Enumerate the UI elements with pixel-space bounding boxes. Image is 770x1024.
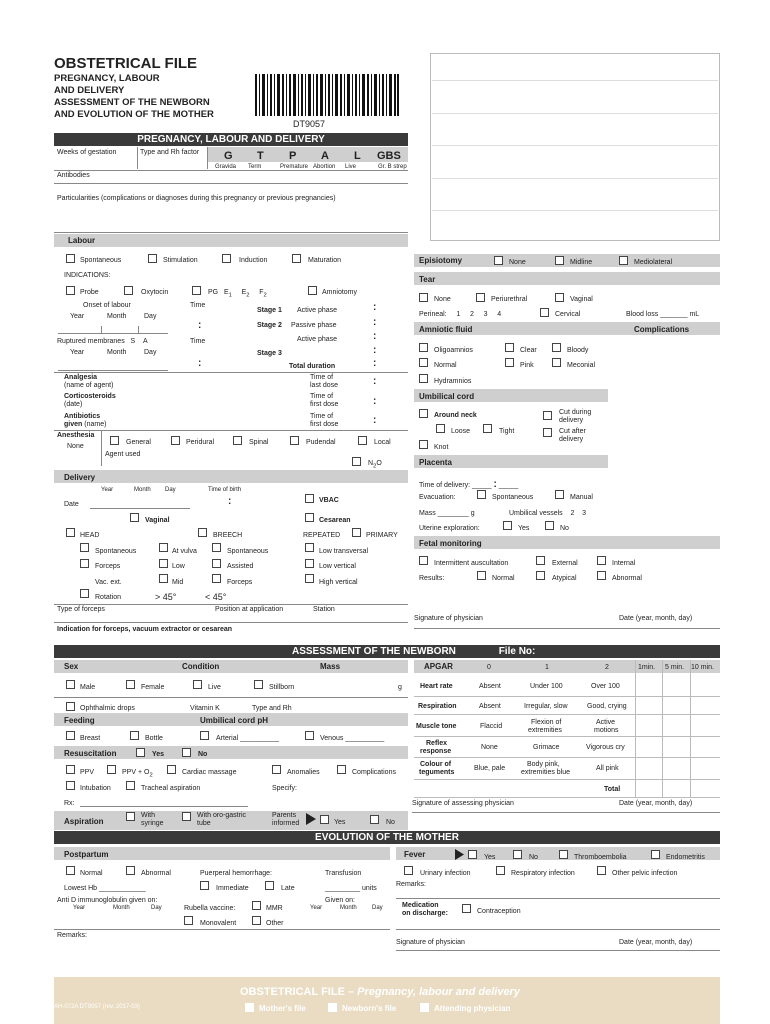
- sub-term: Term: [248, 164, 262, 170]
- assisted-checkbox[interactable]: [212, 559, 221, 568]
- complications-checkbox[interactable]: [337, 765, 346, 774]
- vaginal-tear-checkbox[interactable]: [555, 293, 564, 302]
- normal-postpartum-checkbox[interactable]: [66, 866, 75, 875]
- copy-mothers-file: Mother's file: [259, 1004, 306, 1013]
- footer-title-text: OBSTETRICAL FILE –: [240, 986, 358, 998]
- resus-no-checkbox[interactable]: [182, 748, 191, 757]
- low-checkbox[interactable]: [159, 559, 168, 568]
- sub-live: Live: [345, 164, 357, 170]
- low-vertical-checkbox[interactable]: [305, 559, 314, 568]
- n2o-checkbox[interactable]: [352, 457, 361, 466]
- resus-yes-checkbox[interactable]: [136, 748, 145, 757]
- induction-checkbox[interactable]: [222, 254, 231, 263]
- other-pelvic-checkbox[interactable]: [597, 866, 606, 875]
- letter-gbs: GBS: [377, 150, 401, 162]
- fever-no-checkbox[interactable]: [513, 850, 522, 859]
- head-checkbox[interactable]: [66, 528, 75, 537]
- patient-identification-box[interactable]: [430, 53, 720, 241]
- urinary-infection-checkbox[interactable]: [404, 866, 413, 875]
- cervical-checkbox[interactable]: [540, 308, 549, 317]
- normal-fluid-checkbox[interactable]: [419, 358, 428, 367]
- copy-attending-physician: Attending physician: [434, 1004, 511, 1013]
- abnormal-postpartum-checkbox[interactable]: [126, 866, 135, 875]
- section-newborn: [54, 645, 720, 658]
- uterine-no-checkbox[interactable]: [545, 521, 554, 530]
- manual-checkbox[interactable]: [555, 490, 564, 499]
- primary-checkbox[interactable]: [352, 528, 361, 537]
- oro-gastric-checkbox[interactable]: [182, 812, 191, 821]
- type-rh-label: Type and Rh factor: [140, 149, 200, 156]
- spontaneous-checkbox[interactable]: [66, 254, 75, 263]
- cardiac-massage-checkbox[interactable]: [167, 765, 176, 774]
- loose-checkbox[interactable]: [436, 424, 445, 433]
- venous-checkbox[interactable]: [305, 731, 314, 740]
- rotation-checkbox[interactable]: [80, 589, 89, 598]
- letter-t: T: [257, 150, 264, 162]
- low-transversal-checkbox[interactable]: [305, 543, 314, 552]
- local-checkbox[interactable]: [358, 436, 367, 445]
- external-checkbox[interactable]: [536, 556, 545, 565]
- cut-after-checkbox[interactable]: [543, 428, 552, 437]
- knot-checkbox[interactable]: [419, 440, 428, 449]
- pudendal-checkbox[interactable]: [290, 436, 299, 445]
- meconial-checkbox[interactable]: [552, 358, 561, 367]
- tracheal-aspiration-checkbox[interactable]: [126, 781, 135, 790]
- around-neck-checkbox[interactable]: [419, 409, 428, 418]
- letter-g: G: [224, 150, 233, 162]
- ppv-checkbox[interactable]: [66, 765, 75, 774]
- normal-result-checkbox[interactable]: [477, 571, 486, 580]
- antibodies-label: Antibodies: [57, 172, 90, 179]
- midline-checkbox[interactable]: [555, 256, 564, 265]
- bloody-checkbox[interactable]: [552, 343, 561, 352]
- doc-code: DT9057: [293, 119, 326, 129]
- mediolateral-checkbox[interactable]: [619, 256, 628, 265]
- intermittent-checkbox[interactable]: [419, 556, 428, 565]
- oligoamnios-checkbox[interactable]: [419, 343, 428, 352]
- other-vaccine-checkbox[interactable]: [252, 916, 261, 925]
- periurethral-checkbox[interactable]: [476, 293, 485, 302]
- spontaneous-breech-checkbox[interactable]: [212, 543, 221, 552]
- male-checkbox[interactable]: [66, 680, 75, 689]
- immediate-checkbox[interactable]: [200, 881, 209, 890]
- female-checkbox[interactable]: [126, 680, 135, 689]
- spontaneous-head-checkbox[interactable]: [80, 543, 89, 552]
- particularities-label: Particularities (complications or diagnoses during this pregnancy or previous pregnancies): [57, 195, 336, 202]
- section-pld: PREGNANCY, LABOUR AND DELIVERY: [54, 133, 408, 146]
- breech-checkbox[interactable]: [198, 528, 207, 537]
- atypical-checkbox[interactable]: [536, 571, 545, 580]
- forceps-checkbox[interactable]: [80, 559, 89, 568]
- subtitle-line-1: PREGNANCY, LABOUR: [54, 73, 160, 84]
- section-evolution: EVOLUTION OF THE MOTHER: [54, 831, 720, 844]
- monovalent-checkbox[interactable]: [184, 916, 193, 925]
- live-checkbox[interactable]: [193, 680, 202, 689]
- endometritis-checkbox[interactable]: [651, 850, 660, 859]
- subtitle-line-2: AND DELIVERY: [54, 85, 125, 96]
- cesarean-checkbox[interactable]: [305, 513, 314, 522]
- abnormal-checkbox[interactable]: [597, 571, 606, 580]
- barcode: [255, 74, 399, 116]
- parents-yes-checkbox[interactable]: [320, 815, 329, 824]
- form-title: OBSTETRICAL FILE: [54, 55, 198, 72]
- with-syringe-checkbox[interactable]: [126, 812, 135, 821]
- vaginal-checkbox[interactable]: [130, 513, 139, 522]
- contraception-checkbox[interactable]: [462, 904, 471, 913]
- footer-title: [240, 986, 520, 998]
- subtitle-line-3: ASSESSMENT OF THE NEWBORN: [54, 97, 210, 108]
- newborn-title: ASSESSMENT OF THE NEWBORN: [292, 646, 456, 657]
- intubation-checkbox[interactable]: [66, 781, 75, 790]
- arterial-checkbox[interactable]: [200, 731, 209, 740]
- respiratory-infection-checkbox[interactable]: [496, 866, 505, 875]
- amniotomy-checkbox[interactable]: [308, 286, 317, 295]
- stimulation-checkbox[interactable]: [148, 254, 157, 263]
- subtitle-line-4: AND EVOLUTION OF THE MOTHER: [54, 109, 214, 120]
- oxytocin-checkbox[interactable]: [124, 286, 133, 295]
- letter-a: A: [321, 150, 329, 162]
- weeks-gestation-label: Weeks of gestation: [57, 149, 117, 156]
- fever-yes-checkbox[interactable]: [468, 850, 477, 859]
- parents-no-checkbox[interactable]: [370, 815, 379, 824]
- clear-checkbox[interactable]: [505, 343, 514, 352]
- footer-band: [54, 977, 720, 1024]
- high-vertical-checkbox[interactable]: [305, 574, 314, 583]
- uterine-yes-checkbox[interactable]: [503, 521, 512, 530]
- general-checkbox[interactable]: [110, 436, 119, 445]
- sub-gbs: Gr. B strep: [378, 164, 407, 170]
- mmr-checkbox[interactable]: [252, 901, 261, 910]
- ppv-o2-checkbox[interactable]: [107, 765, 116, 774]
- tear-none-checkbox[interactable]: [419, 293, 428, 302]
- mothers-file-checkbox[interactable]: [245, 1003, 254, 1012]
- footer-title-italic: Pregnancy, labour and delivery: [357, 986, 520, 998]
- sub-premature: Premature: [280, 164, 309, 170]
- spinal-checkbox[interactable]: [233, 436, 242, 445]
- attending-physician-checkbox[interactable]: [420, 1003, 429, 1012]
- forceps-breech-checkbox[interactable]: [212, 574, 221, 583]
- newborns-file-checkbox[interactable]: [328, 1003, 337, 1012]
- late-checkbox[interactable]: [265, 881, 274, 890]
- at-vulva-checkbox[interactable]: [159, 543, 168, 552]
- arrow-right-icon: [306, 813, 316, 825]
- arrow-right-icon: [455, 849, 464, 860]
- footer-code: AH-072A DT9057 (rev. 2017-03): [54, 1004, 140, 1010]
- letter-p: P: [289, 150, 297, 162]
- sub-abortion: Abortion: [313, 164, 336, 170]
- bottle-checkbox[interactable]: [130, 731, 139, 740]
- pink-checkbox[interactable]: [505, 358, 514, 367]
- file-no-label: File No:: [498, 646, 536, 657]
- thromboembolia-checkbox[interactable]: [559, 850, 568, 859]
- pg-checkbox[interactable]: [192, 286, 201, 295]
- ophthalmic-checkbox[interactable]: [66, 702, 75, 711]
- letter-l: L: [354, 150, 361, 162]
- cut-during-checkbox[interactable]: [543, 411, 552, 420]
- maturation-checkbox[interactable]: [292, 254, 301, 263]
- episiotomy-none-checkbox[interactable]: [494, 256, 503, 265]
- spontaneous-evac-checkbox[interactable]: [477, 490, 486, 499]
- peridural-checkbox[interactable]: [171, 436, 180, 445]
- copy-newborns-file: Newborn's file: [342, 1004, 397, 1013]
- stillborn-checkbox[interactable]: [254, 680, 263, 689]
- anomalies-checkbox[interactable]: [272, 765, 281, 774]
- sub-gravida: Gravida: [215, 164, 237, 170]
- vbac-checkbox[interactable]: [305, 494, 314, 503]
- internal-checkbox[interactable]: [597, 556, 606, 565]
- hydramnios-checkbox[interactable]: [419, 374, 428, 383]
- mid-checkbox[interactable]: [159, 574, 168, 583]
- probe-checkbox[interactable]: [66, 286, 75, 295]
- tight-checkbox[interactable]: [483, 424, 492, 433]
- breast-checkbox[interactable]: [66, 731, 75, 740]
